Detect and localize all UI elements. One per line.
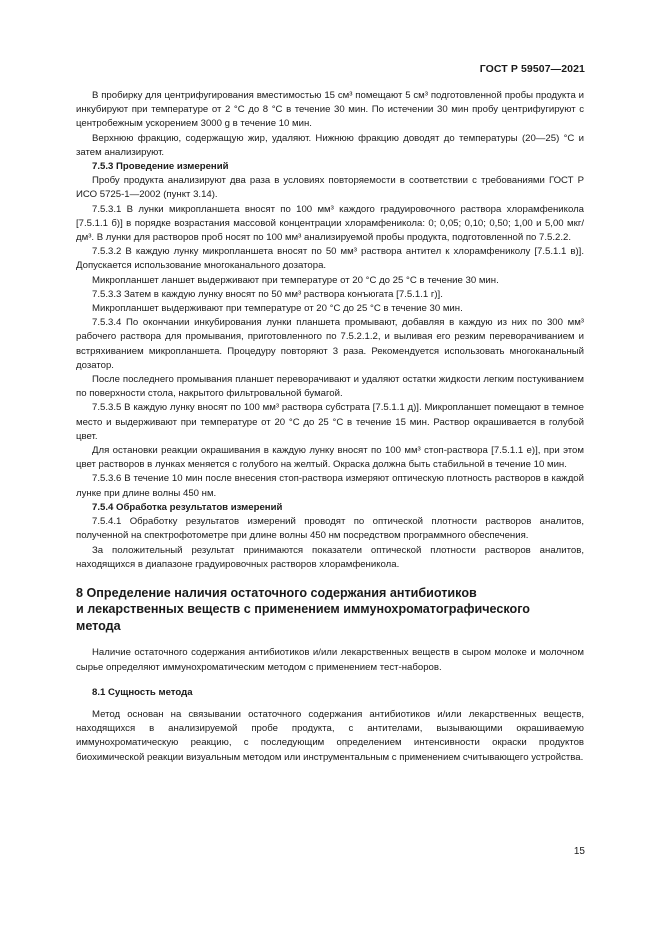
paragraph: Верхнюю фракцию, содержащую жир, удаляют. Нижнюю фракцию доводят до температуры (20—25) °С и затем анализируют. [76, 132, 584, 158]
subsection-heading-8-1: 8.1 Сущность метода [92, 686, 193, 698]
paragraph: Метод основан на связывании остаточного содержания антибиотиков и/или лекарственных веществ, находящихся в анализируемой пробе продукта, с антителами, вызывающими окрашиваемую иммунохроматическую реакцию, с последующим определением интенсивности окраски продуктов биохимической реакции визуальным методом или инструментальным с применением считывающего устройства. [76, 709, 584, 763]
paragraph: 7.5.3.3 Затем в каждую лунку вносят по 50 мм³ раствора конъюгата [7.5.1.1 г)]. [92, 288, 443, 300]
paragraph: Пробу продукта анализируют два раза в условиях повторяемости в соответствии с требованиями ГОСТ Р ИСО 5725-1—2002 (пункт 3.14). [76, 175, 584, 201]
paragraph: 7.5.3.6 В течение 10 мин после внесения стоп-раствора измеряют оптическую плотность растворов в каждой лунке при длине волны 450 нм. [76, 473, 584, 499]
paragraph: 7.5.3.1 В лунки микропланшета вносят по 100 мм³ каждого градуировочного раствора хлорамфеникола [7.5.1.1 б)] в порядке возрастания массовой концентрации хлорамфеникола: 0; 0,05; 0,10; 0,50; 1,00 и 5,00 мкг/дм³. В лунки для растворов проб носят по 100 мм³ анализируемой пробы продукта, подготовленной по 7.5.2.2. [76, 203, 584, 244]
paragraph: За положительный результат принимаются показатели оптической плотности растворов аналитов, находящихся в диапазоне градуировочных растворов хлорамфеникола. [76, 544, 584, 570]
section-heading-line: 8 Определение наличия остаточного содержания антибиотиков [76, 585, 477, 600]
paragraph: 7.5.3.4 По окончании инкубирования лунки планшета промывают, добавляя в каждую из них по 300 мм³ рабочего раствора для промывания, приготовленного по 7.5.2.1.2, и выливая его резким переворачиванием и встряхиванием микропланшета. Процедуру повторяют 3 раза. Рекомендуется использовать многоканальный дозатор. [76, 317, 584, 371]
subsection-heading-7-5-3: 7.5.3 Проведение измерений [92, 161, 229, 173]
paragraph: 7.5.4.1 Обработку результатов измерений проводят по оптической плотности растворов аналитов, полученной на спектрофотометре при длине волны 450 нм посредством программного обеспечения. [76, 516, 584, 542]
paragraph: Наличие остаточного содержания антибиотиков и/или лекарственных веществ в сыром молоке и молочном сырье определяют иммунохроматическим методом с применением тест-наборов. [76, 647, 584, 673]
paragraph: 7.5.3.2 В каждую лунку микропланшета вносят по 50 мм³ раствора антител к хлорамфениколу [7.5.1.1 в)]. Допускается использование многоканального дозатора. [76, 246, 584, 272]
paragraph: 7.5.3.5 В каждую лунку вносят по 100 мм³ раствора субстрата [7.5.1.1 д)]. Микропланшет помещают в темное место и выдерживают при температуре от 20 °С до 25 °С в течение 15 мин. Раствор окрашивается в голубой цвет. [76, 402, 584, 442]
standard-header: ГОСТ Р 59507—2021 [479, 63, 585, 75]
paragraph: После последнего промывания планшет переворачивают и удаляют остатки жидкости легким постукиванием по поверхности стола, накрытого фильтровальной бумагой. [76, 374, 584, 400]
page-number: 15 [573, 846, 585, 857]
paragraph: Микропланшет выдерживают при температуре от 20 °С до 25 °С в течение 30 мин. [92, 303, 463, 315]
subsection-heading-7-5-4: 7.5.4 Обработка результатов измерений [92, 501, 283, 513]
paragraph: В пробирку для центрифугирования вместимостью 15 см³ помещают 5 см³ подготовленной пробы продукта и инкубируют при температуре от 2 °С до 8 °С в течение 30 мин. По истечении 30 мин пробу центрифугируют с центробежным ускорением 3000 g в течение 10 мин. [76, 90, 584, 130]
paragraph: Для остановки реакции окрашивания в каждую лунку вносят по 100 мм³ стоп-раствора [7.5.1.1 е)], при этом цвет растворов в лунках меняется с голубого на желтый. Окраска должна быть стабильной в течение 10 мин. [76, 445, 584, 471]
document-body [76, 89, 584, 765]
paragraph: Микропланшет ланшет выдерживают при температуре от 20 °С до 25 °С в течение 30 мин. [92, 274, 499, 286]
section-heading-line: метода [76, 618, 121, 633]
section-heading-8 [76, 585, 584, 635]
section-heading-line: и лекарственных веществ с применением иммунохроматографического [76, 602, 530, 617]
